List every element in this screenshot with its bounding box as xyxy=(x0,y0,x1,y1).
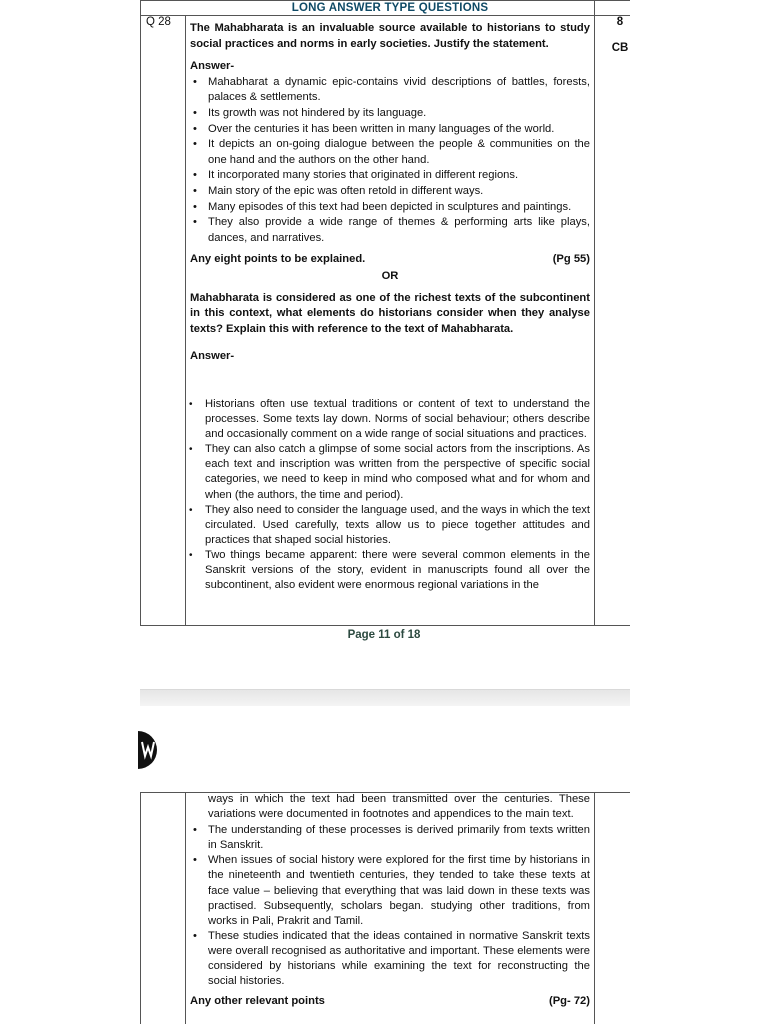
list-item: • When issues of social history were explored for the first time by historians in the nineteenth and twentieth centuries, they tended to take these texts at face value – believing that everything that was laid down in these texts was practised. Subsequently, scholars began. studying other traditions, from works in Pali, Prakrit and Tamil. xyxy=(208,853,590,928)
answer-a-footer xyxy=(190,252,590,268)
question-marks: 8 xyxy=(616,16,624,28)
list-item: • Historians often use textual traditions or content of text to understand the processes. Some texts lay down. Norms of social behaviour; others describe and occasionally comment on a wide range of social situations and practices. xyxy=(205,397,590,442)
or-separator: OR xyxy=(381,269,399,282)
page-break-divider xyxy=(140,689,630,706)
table2-col-divider-2 xyxy=(594,792,595,1024)
logo-icon xyxy=(138,728,164,772)
list-item: • Its growth was not hindered by its language. xyxy=(208,106,590,122)
list-item: • It incorporated many stories that originated in different regions. xyxy=(208,168,590,184)
list-item: • They also need to consider the language used, and the ways in which the text circulated. Used carefully, texts allow us to piece together attitudes and practices that shaped social histories. xyxy=(205,503,590,548)
table-bottom-rule xyxy=(140,625,630,626)
table-col-divider-1 xyxy=(185,15,186,626)
list-item: • They also provide a wide range of themes & performing arts like plays, dances, and narratives. xyxy=(208,215,590,246)
next-page-content xyxy=(190,792,590,1009)
table-col-divider-2 xyxy=(594,0,595,626)
next-page-footer xyxy=(190,994,590,1009)
question-tag: CB xyxy=(611,42,629,54)
list-item: • It depicts an on-going dialogue between the people & communities on the one hand and the authors on the other hand. xyxy=(208,137,590,168)
continuation-text: ways in which the text had been transmitted over the centuries. These variations were documented in footnotes and appendices to the main text. xyxy=(208,793,590,821)
marking-note: Any other relevant points xyxy=(190,995,325,1008)
list-item: • Main story of the epic was often retold in different ways. xyxy=(208,184,590,200)
answer-a-list xyxy=(190,75,590,247)
question-number: Q 28 xyxy=(146,16,171,28)
answer-b-content xyxy=(188,397,590,593)
page-reference: (Pg 55) xyxy=(552,253,590,266)
list-item: • Two things became apparent: there were several common elements in the Sanskrit versions of the story, evident in manuscripts found all over the subcontinent, also evident were enormous regional variations in the xyxy=(205,548,590,593)
page-number: Page 11 of 18 xyxy=(347,629,421,641)
question-b-text: Mahabharata is considered as one of the richest texts of the subcontinent in this context, what elements do historians consider when they analyse texts? Explain this with reference to the text of Mahabharata. xyxy=(190,291,590,335)
page-reference: (Pg- 72) xyxy=(548,995,590,1008)
question-a-text: The Mahabharata is an invaluable source available to historians to study social practices and norms in early societies. Justify the statement. xyxy=(190,22,590,50)
table2-left-border xyxy=(140,792,141,1024)
section-header: LONG ANSWER TYPE QUESTIONS xyxy=(291,2,489,14)
table-top-rule xyxy=(140,0,630,1)
answer-a-label: Answer- xyxy=(190,60,235,73)
question-content xyxy=(190,21,590,365)
marking-note: Any eight points to be explained. xyxy=(190,253,366,266)
list-item: • Mahabharat a dynamic epic-contains vivid descriptions of battles, forests, palaces & settlements. xyxy=(208,75,590,106)
list-item: • They can also catch a glimpse of some social actors from the inscriptions. As each text and inscription was written from the perspective of specific social categories, we need to keep in mind who composed what and for whom and when (the authors, the time and period). xyxy=(205,442,590,502)
table2-col-divider-1 xyxy=(185,792,186,1024)
list-item: • These studies indicated that the ideas contained in normative Sanskrit texts were overall recognised as authoritative and important. These elements were considered by historians while examining the text for reconstructing the social histories. xyxy=(208,929,590,989)
list-item: • Over the centuries it has been written in many languages of the world. xyxy=(208,122,590,138)
list-item: • Many episodes of this text had been depicted in sculptures and paintings. xyxy=(208,200,590,216)
table-left-border xyxy=(140,0,141,626)
table-header-rule xyxy=(140,15,630,16)
next-page-list xyxy=(190,823,590,989)
answer-b-list xyxy=(188,397,590,593)
answer-b-label: Answer- xyxy=(190,350,235,363)
list-item: • The understanding of these processes is derived primarily from texts written in Sanskrit. xyxy=(208,823,590,853)
